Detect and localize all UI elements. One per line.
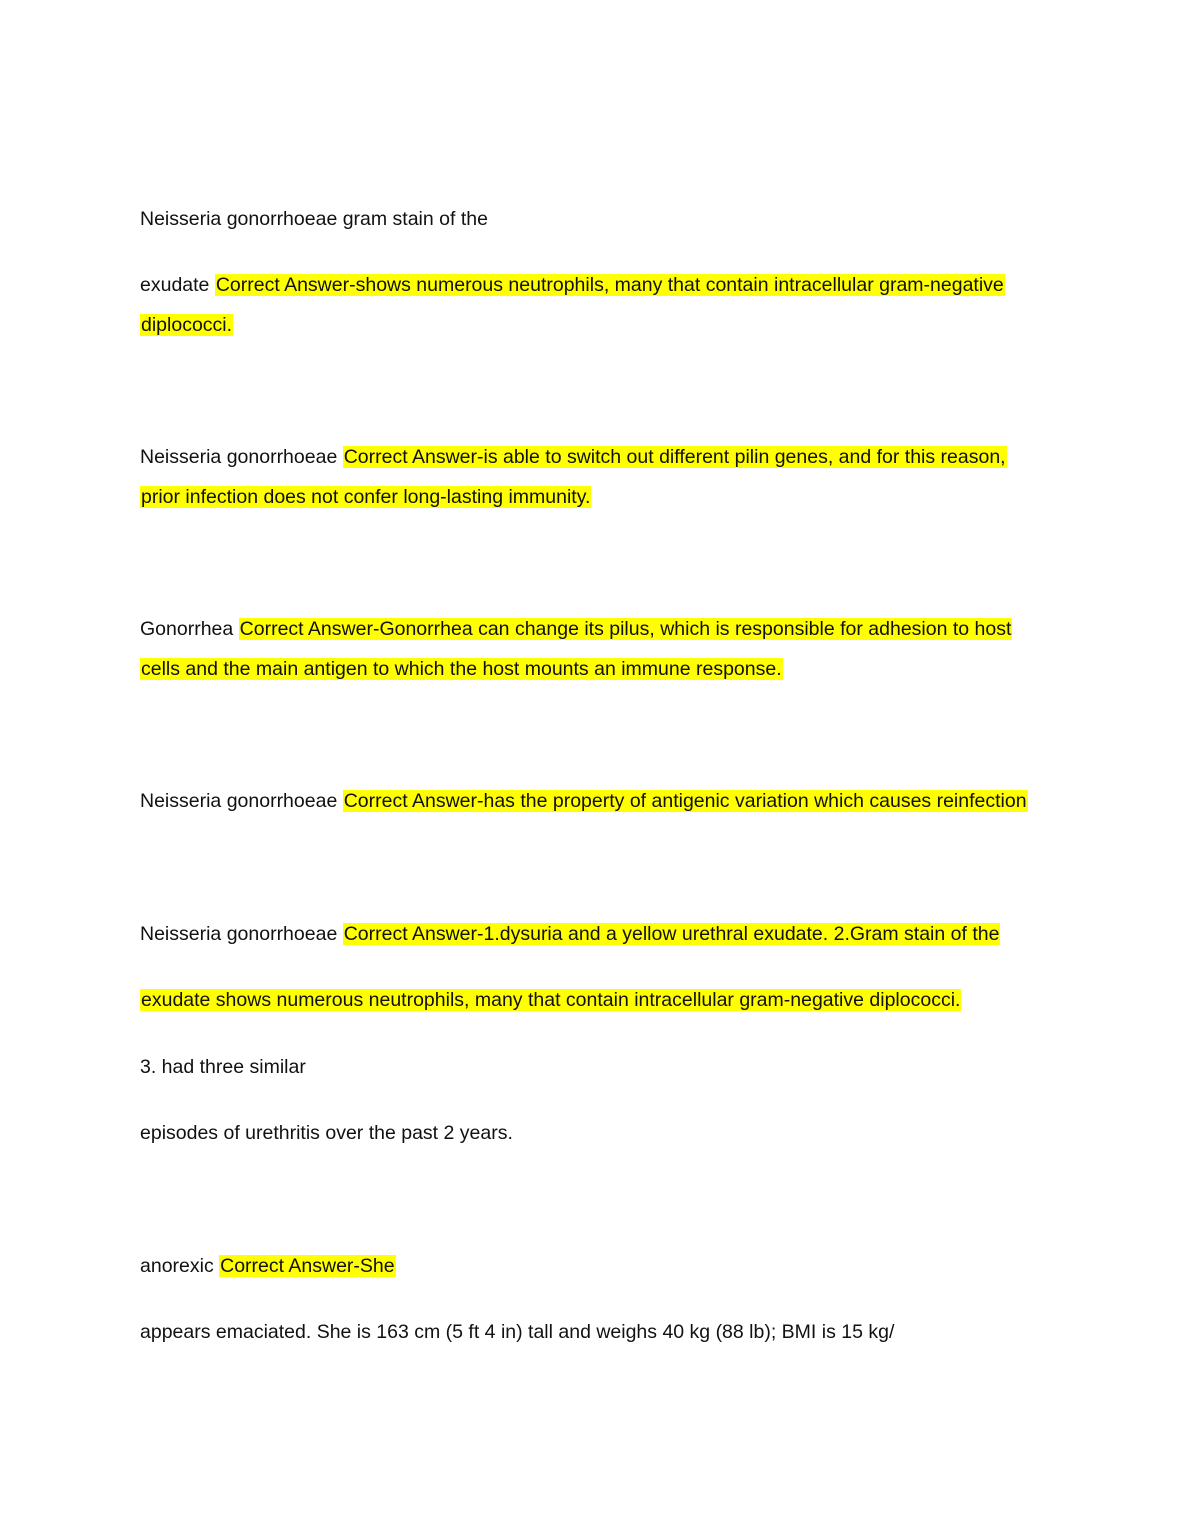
text-line <box>140 1055 306 1079</box>
highlighted-answer: Correct Answer-Gonorrhea can change its pilus, which is responsible for adhesion to host <box>239 618 1012 640</box>
highlighted-answer: Correct Answer-has the property of antigenic variation which causes reinfection <box>343 790 1027 812</box>
question-text: Gonorrhea <box>140 618 239 640</box>
text-line <box>140 617 1012 641</box>
text-line <box>140 922 1000 946</box>
question-text: Neisseria gonorrhoeae <box>140 790 343 812</box>
question-text: Neisseria gonorrhoeae <box>140 923 343 945</box>
highlighted-answer: Correct Answer-She <box>220 1255 395 1277</box>
text-line <box>140 1121 513 1145</box>
text-line <box>140 657 783 681</box>
question-text: anorexic <box>140 1255 220 1277</box>
highlighted-answer: Correct Answer-1.dysuria and a yellow urethral exudate. 2.Gram stain of the <box>343 923 1000 945</box>
text-line <box>140 988 961 1012</box>
highlighted-answer: Correct Answer-is able to switch out different pilin genes, and for this reason, <box>343 446 1006 468</box>
highlighted-answer: exudate shows numerous neutrophils, many that contain intracellular gram-negative diplococci. <box>141 989 961 1011</box>
text-line <box>140 207 488 231</box>
question-text: exudate <box>140 274 215 296</box>
text-line <box>140 445 1007 469</box>
question-text: appears emaciated. She is 163 cm (5 ft 4 in) tall and weighs 40 kg (88 lb); BMI is 15 kg/ <box>140 1321 895 1343</box>
question-text: 3. had three similar <box>140 1056 306 1078</box>
question-text: episodes of urethritis over the past 2 years. <box>140 1122 513 1144</box>
question-text: Neisseria gonorrhoeae gram stain of the <box>140 208 488 230</box>
highlighted-answer: Correct Answer-shows numerous neutrophils, many that contain intracellular gram-negative <box>215 274 1004 296</box>
question-text: Neisseria gonorrhoeae <box>140 446 343 468</box>
text-line <box>140 1320 894 1344</box>
text-line <box>140 313 233 337</box>
text-line <box>140 1254 396 1278</box>
text-line <box>140 789 1028 813</box>
highlighted-answer: cells and the main antigen to which the host mounts an immune response. <box>141 658 782 680</box>
text-line <box>140 273 1005 297</box>
highlighted-answer: prior infection does not confer long-lasting immunity. <box>141 486 591 508</box>
text-line <box>140 485 591 509</box>
highlighted-answer: diplococci. <box>141 314 233 336</box>
